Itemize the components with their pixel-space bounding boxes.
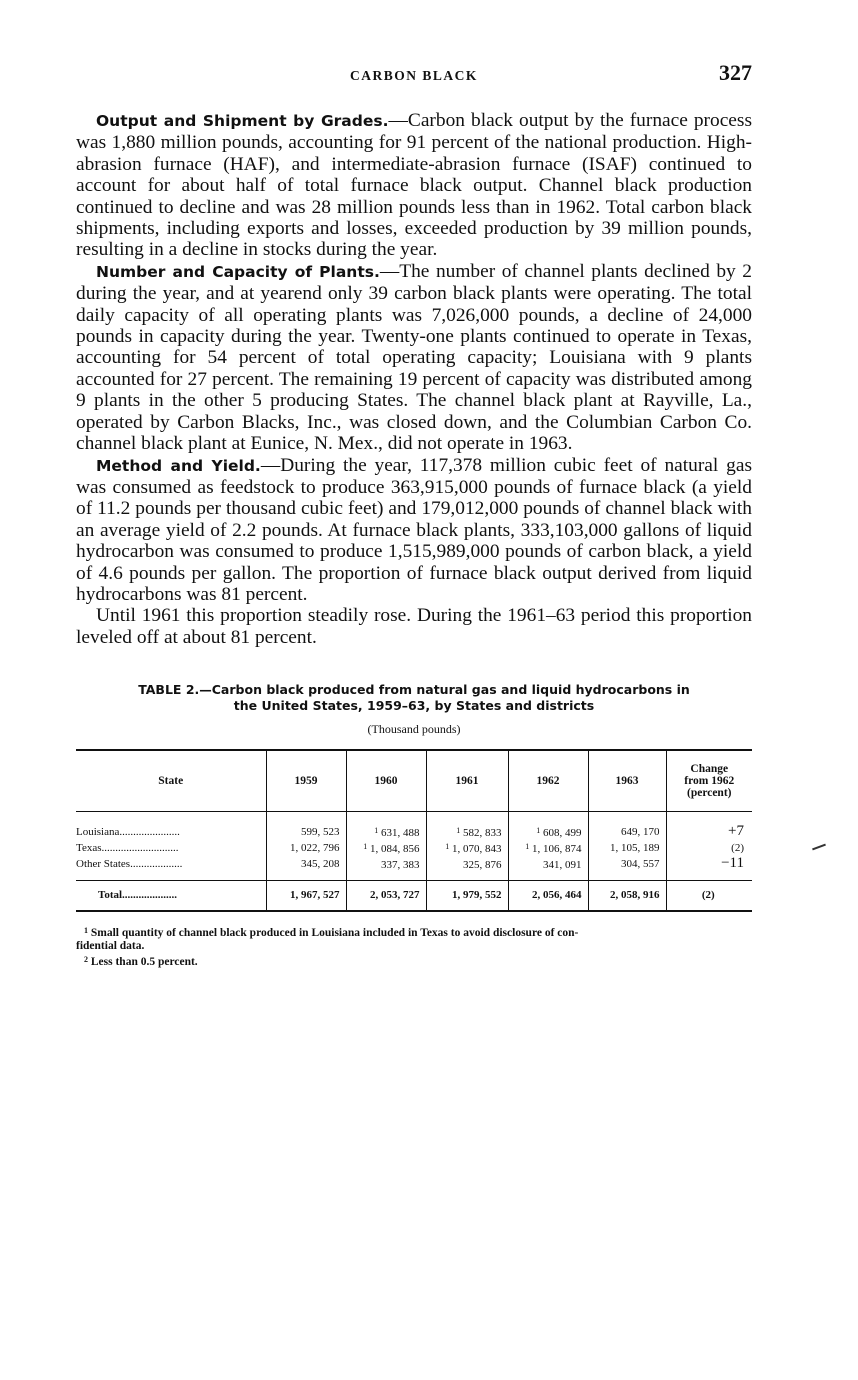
cell-value: 1, 106, 874 <box>532 843 582 856</box>
footnote-text: fidential data. <box>76 940 145 953</box>
table-row <box>76 840 752 856</box>
carbon-black-table <box>76 749 752 912</box>
table-caption-line: the United States, 1959–63, by States and districts <box>233 698 595 714</box>
col-header-change-line: Change <box>690 763 729 776</box>
cell-value: 337, 383 <box>381 859 420 872</box>
document-page <box>76 60 752 969</box>
cell-1962 <box>508 840 588 856</box>
cell-value: 1, 070, 843 <box>452 843 502 856</box>
cell-state <box>76 840 266 856</box>
cell-value: 325, 876 <box>463 859 502 872</box>
paragraph-text: —Carbon black output by the furnace process was 1,880 million pounds, accounting for 91 percent of the national production. High-abrasion furnace (HAF), and intermediate-abrasion furnace (ISAF) continued to account for about half of total furnace black output. Channel black production continued to decline and was 28 million pounds less than in 1962. Total carbon black shipments, including exports and losses, exceeded production by 39 million pounds, resulting in a decline in stocks during the year. <box>76 110 753 261</box>
col-header-1963: 1963 <box>588 750 666 812</box>
col-header-change-line: from 1962 <box>684 775 735 788</box>
col-header-1959: 1959 <box>266 750 346 812</box>
total-label: Total <box>98 889 123 902</box>
cell-1959: 1, 022, 796 <box>266 840 346 856</box>
cell-value: 631, 488 <box>381 827 420 840</box>
paragraph-output-shipment <box>76 110 752 261</box>
col-header-1961: 1961 <box>426 750 508 812</box>
table-units: (Thousand pounds) <box>367 722 461 737</box>
dot-leader: ............................ <box>101 841 179 854</box>
state-name: Texas <box>76 841 102 854</box>
cell-1962 <box>508 856 588 881</box>
dot-leader: ................... <box>130 857 183 870</box>
col-header-change-line: (percent) <box>687 787 732 800</box>
cell-1962 <box>508 812 588 841</box>
change-value: +7 <box>728 823 744 840</box>
change-value: −11 <box>721 855 744 872</box>
paragraph-text: —The number of channel plants declined by 2 during the year, and at yearend only 39 carbon black plants were operating. The total daily capacity of all operating plants was 7,026,000 pounds, a decline of 24,000 pounds in capacity during the year. Twenty-one plants continued to operate in Texas, accounting for 54 percent of total operating capacity; Louisiana with 9 plants accounted for 27 percent. The remaining 19 percent of capacity was distributed among 9 plants in the other 5 producing States. The channel black plant at Rayville, La., operated by Carbon Blacks, Inc., was closed down, and the Columbian Carbon Co. channel black plant at Eunice, N. Mex., did not operate in 1963. <box>76 260 752 455</box>
footnote-ref: 1 <box>374 826 379 836</box>
table-row <box>76 812 752 841</box>
paragraph-heading: Method and Yield. <box>96 456 261 475</box>
cell-1961 <box>426 812 508 841</box>
cell-change <box>666 840 752 856</box>
dot-leader: .................... <box>122 889 178 902</box>
cell-value: 608, 499 <box>543 827 582 840</box>
cell-1961 <box>426 840 508 856</box>
col-header-1960: 1960 <box>346 750 426 812</box>
page-number: 327 <box>719 60 752 85</box>
margin-pencil-mark <box>812 844 826 851</box>
state-name: Other States <box>76 857 131 870</box>
cell-state <box>76 856 266 881</box>
footnote-continuation <box>76 940 752 953</box>
footnote-ref: 1 <box>536 826 541 836</box>
dot-leader: ...................... <box>119 825 180 838</box>
cell-1961: 1, 979, 552 <box>426 881 508 912</box>
cell-value: 582, 833 <box>463 827 502 840</box>
table-total-row <box>76 881 752 912</box>
cell-change <box>666 812 752 841</box>
paragraph-text: Until 1961 this proportion steadily rose. During the 1961–63 period this proportion leveled off at about 81 percent. <box>76 605 752 648</box>
cell-change <box>666 856 752 881</box>
paragraph-text: —During the year, 117,378 million cubic feet of natural gas was consumed as feedstock to produce 363,915,000 pounds of furnace black (a yield of 11.2 pounds per thousand cubic feet) and 179,012,000 pounds of channel black with an average yield of 2.2 pounds. At furnace black plants, 333,103,000 gallons of liquid hydrocarbon was consumed to produce 1,515,989,000 pounds of carbon black, a yield of 4.6 pounds per gallon. The proportion of furnace black output derived from liquid hydrocarbons was 81 percent. <box>76 454 752 605</box>
footnote-ref: 1 <box>363 842 368 852</box>
cell-1959: 1, 967, 527 <box>266 881 346 912</box>
table-caption-line: TABLE 2.—Carbon black produced from natural gas and liquid hydrocarbons in <box>138 682 690 698</box>
table-caption <box>76 682 752 714</box>
cell-1963: 304, 557 <box>588 856 666 881</box>
footnote-ref: 1 <box>445 842 450 852</box>
paragraph-method-yield <box>76 455 752 606</box>
body-text <box>76 110 752 648</box>
cell-state <box>76 881 266 912</box>
paragraph-heading: Number and Capacity of Plants. <box>96 262 380 281</box>
cell-1963: 1, 105, 189 <box>588 840 666 856</box>
page-header <box>76 60 752 92</box>
state-name: Louisiana <box>76 825 120 838</box>
table-row <box>76 856 752 881</box>
running-head: CARBON BLACK <box>350 68 478 83</box>
cell-state <box>76 812 266 841</box>
paragraph-until-1961 <box>76 605 752 648</box>
cell-value: 341, 091 <box>543 859 582 872</box>
cell-1960 <box>346 840 426 856</box>
cell-value: 1, 084, 856 <box>370 843 420 856</box>
footnote-mark: 1 <box>84 926 88 936</box>
col-header-state: State <box>76 750 266 812</box>
cell-1959: 599, 523 <box>266 812 346 841</box>
col-header-1962: 1962 <box>508 750 588 812</box>
cell-1960 <box>346 856 426 881</box>
col-header-change <box>666 750 752 812</box>
footnote <box>76 953 752 969</box>
cell-1963: 649, 170 <box>588 812 666 841</box>
cell-1959: 345, 208 <box>266 856 346 881</box>
cell-change: (2) <box>666 881 752 912</box>
table-header-row <box>76 750 752 812</box>
footnote-ref: 1 <box>525 842 530 852</box>
change-value: (2) <box>731 841 744 854</box>
footnote-mark: 2 <box>84 955 88 965</box>
footnote-ref: 1 <box>456 826 461 836</box>
cell-1961 <box>426 856 508 881</box>
cell-1962: 2, 056, 464 <box>508 881 588 912</box>
footnote-text: Less than 0.5 percent. <box>90 956 198 969</box>
cell-1960: 2, 053, 727 <box>346 881 426 912</box>
paragraph-number-capacity <box>76 261 752 455</box>
cell-1960 <box>346 812 426 841</box>
table-footnotes <box>76 924 752 969</box>
footnote-text: Small quantity of channel black produced in Louisiana included in Texas to avoid disclosure of con- <box>90 927 579 940</box>
footnote <box>76 924 752 940</box>
paragraph-heading: Output and Shipment by Grades. <box>96 112 389 130</box>
cell-1963: 2, 058, 916 <box>588 881 666 912</box>
